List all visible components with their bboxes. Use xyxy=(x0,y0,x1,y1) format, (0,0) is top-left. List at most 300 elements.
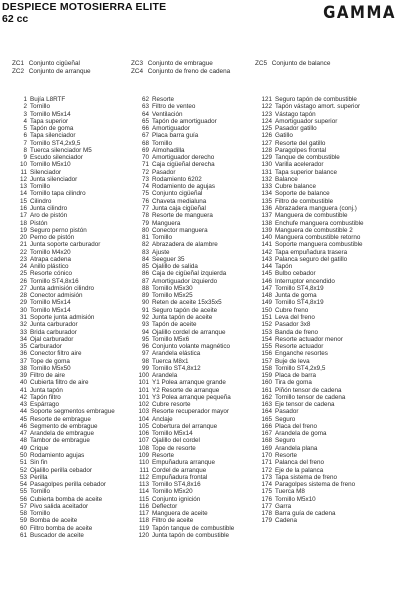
part-name: Piñón tensor de cadena xyxy=(275,386,342,394)
part-number: 163 xyxy=(261,401,272,409)
part-name: Pasador gatillo xyxy=(275,125,317,133)
part-name: Junta carburador xyxy=(30,321,78,329)
part-name: Tornillo M5x10 xyxy=(30,161,71,169)
part-row xyxy=(138,343,234,350)
document-header xyxy=(2,1,398,29)
part-row xyxy=(138,111,234,118)
part-row xyxy=(138,525,234,532)
part-row xyxy=(16,212,115,219)
part-number: 121 xyxy=(261,96,272,103)
part-row xyxy=(261,299,364,306)
part-name: Perno de pistón xyxy=(30,234,75,242)
part-name: Placa de barra xyxy=(275,372,316,380)
part-name: Cubre freno xyxy=(275,306,309,314)
part-number: 27 xyxy=(19,284,27,292)
part-name: Filtro de venteo xyxy=(152,103,196,111)
part-name: Tornillo tensor de cadena xyxy=(275,393,346,401)
part-number: 75 xyxy=(141,190,149,198)
part-row xyxy=(138,140,234,147)
part-name: Tanque de combustible xyxy=(275,154,340,162)
part-row xyxy=(16,488,115,495)
set-name: Conjunto de embrague xyxy=(147,60,213,67)
part-name: Paragolpes frontal xyxy=(275,146,327,154)
part-name: Rodamiento agujas xyxy=(30,452,85,460)
part-name: Tornillo xyxy=(30,510,50,518)
part-row xyxy=(138,205,234,212)
part-name: Empuñadura arranque xyxy=(152,459,216,467)
part-row xyxy=(138,103,234,110)
part-number: 137 xyxy=(261,212,272,220)
part-number: 85 xyxy=(141,263,149,271)
part-number: 22 xyxy=(19,248,27,256)
part-number: 126 xyxy=(261,132,272,140)
part-name: Arandela elástica xyxy=(152,350,201,358)
part-number: 23 xyxy=(19,255,27,263)
part-row xyxy=(261,430,364,437)
sets-column xyxy=(131,60,230,75)
part-name: Ojalillo perilla cebador xyxy=(30,466,92,474)
part-row xyxy=(261,416,364,423)
part-number: 105 xyxy=(138,422,149,430)
part-row xyxy=(261,205,364,212)
part-row xyxy=(261,307,364,314)
part-number: 82 xyxy=(141,241,149,249)
part-row xyxy=(261,241,364,248)
part-number: 136 xyxy=(261,204,272,212)
part-row xyxy=(138,488,234,495)
part-number: 148 xyxy=(261,292,272,300)
part-name: Caja de cigüeñal izquierda xyxy=(152,270,227,278)
part-name: Soporte junta admisión xyxy=(30,313,95,321)
part-row xyxy=(261,423,364,430)
part-name: Manguera combustible retorno xyxy=(275,234,361,242)
part-number: 168 xyxy=(261,437,272,445)
part-number: 12 xyxy=(19,175,27,183)
part-number: 116 xyxy=(138,502,149,510)
part-number: 91 xyxy=(141,306,149,314)
part-name: Tapa superior xyxy=(30,117,69,125)
part-row xyxy=(16,459,115,466)
part-number: 139 xyxy=(261,226,272,234)
part-name: Cobertura del arranque xyxy=(152,422,218,430)
part-row xyxy=(261,452,364,459)
part-name: Junta tapón xyxy=(30,386,63,394)
part-row xyxy=(261,467,364,474)
part-row xyxy=(16,111,115,118)
part-number: 29 xyxy=(19,299,27,307)
part-name: Tornillo M5x30 xyxy=(152,284,193,292)
part-number: 125 xyxy=(261,125,272,133)
part-name: Seguro xyxy=(275,437,296,445)
part-row xyxy=(16,532,115,539)
part-row xyxy=(16,350,115,357)
part-row xyxy=(16,416,115,423)
part-name: Conjunto ignición xyxy=(152,495,201,503)
part-number: 165 xyxy=(261,415,272,423)
part-number: 88 xyxy=(141,284,149,292)
part-row xyxy=(16,445,115,452)
part-number: 21 xyxy=(19,241,27,249)
part-number: 50 xyxy=(19,452,27,460)
part-name: Manguera xyxy=(152,219,181,227)
part-number: 42 xyxy=(19,393,27,401)
part-row xyxy=(261,220,364,227)
part-number: 70 xyxy=(141,154,149,162)
part-row xyxy=(138,125,234,132)
part-number: 43 xyxy=(19,401,27,409)
part-number: 115 xyxy=(138,495,149,503)
part-name: Manguera de aceite xyxy=(152,510,208,518)
part-row xyxy=(16,220,115,227)
part-number: 79 xyxy=(141,219,149,227)
part-number: 106 xyxy=(138,430,149,438)
part-number: 65 xyxy=(141,117,149,125)
part-row xyxy=(138,132,234,139)
part-row xyxy=(138,183,234,190)
part-number: 86 xyxy=(141,270,149,278)
part-name: Crique xyxy=(30,444,49,452)
part-name: Tapón vástago amort. superior xyxy=(275,103,361,111)
part-number: 34 xyxy=(19,335,27,343)
part-number: 24 xyxy=(19,263,27,271)
part-number: 68 xyxy=(141,139,149,147)
part-name: Filtro bomba de aceite xyxy=(30,524,93,532)
part-name: Filtro de aceite xyxy=(152,517,194,525)
part-row xyxy=(138,96,234,103)
part-row xyxy=(261,394,364,401)
part-name: Ojalillo del cordel xyxy=(152,437,200,445)
part-row xyxy=(16,496,115,503)
part-name: Almohadilla xyxy=(152,146,185,154)
part-row xyxy=(16,379,115,386)
document-title: DESPIECE MOTOSIERRA ELITE xyxy=(2,1,167,13)
part-row xyxy=(16,169,115,176)
part-row xyxy=(138,452,234,459)
part-name: Seeguer 35 xyxy=(152,255,185,263)
part-number: 166 xyxy=(261,422,272,430)
part-number: 39 xyxy=(19,372,27,380)
part-name: Tuerca M8 xyxy=(275,488,305,496)
part-number: 155 xyxy=(261,343,272,351)
part-row xyxy=(261,154,364,161)
part-row xyxy=(261,278,364,285)
part-name: Segmento de embrague xyxy=(30,422,98,430)
part-name: Bomba de aceite xyxy=(30,517,78,525)
part-row xyxy=(138,481,234,488)
part-name: Soporte manguera combustible xyxy=(275,241,363,249)
assembly-sets-list xyxy=(10,60,396,78)
part-row xyxy=(16,183,115,190)
part-row xyxy=(16,408,115,415)
part-number: 109 xyxy=(138,452,149,460)
part-row xyxy=(138,285,234,292)
part-row xyxy=(16,336,115,343)
part-row xyxy=(16,154,115,161)
part-row xyxy=(16,343,115,350)
part-row xyxy=(261,263,364,270)
part-number: 134 xyxy=(261,190,272,198)
part-name: Soporte segmentos embrague xyxy=(30,408,115,416)
part-number: 114 xyxy=(138,488,149,496)
part-number: 129 xyxy=(261,154,272,162)
part-name: Junta de goma xyxy=(275,292,317,300)
part-row xyxy=(138,350,234,357)
part-number: 178 xyxy=(261,510,272,518)
part-row xyxy=(138,307,234,314)
part-name: Tornillo M5x14 xyxy=(30,306,71,314)
part-row xyxy=(261,256,364,263)
part-name: Tornillo xyxy=(30,488,50,496)
part-name: Tornillo M5x25 xyxy=(152,292,193,300)
part-number: 30 xyxy=(19,306,27,314)
part-name: Resorte actuador menor xyxy=(275,335,343,343)
part-row xyxy=(138,467,234,474)
part-name: Tornillo ST4,8x12 xyxy=(152,364,201,372)
part-row xyxy=(138,394,234,401)
part-number: 169 xyxy=(261,444,272,452)
part-row xyxy=(261,314,364,321)
part-name: Amortiguador derecho xyxy=(152,154,215,162)
part-number: 69 xyxy=(141,146,149,154)
part-number: 3 xyxy=(23,110,27,118)
part-name: Tornillo ST4,2x9,5 xyxy=(30,139,81,147)
part-row xyxy=(261,198,364,205)
part-name: Tambor de embrague xyxy=(30,437,90,445)
part-number: 160 xyxy=(261,379,272,387)
part-row xyxy=(16,299,115,306)
part-row xyxy=(16,292,115,299)
part-name: Seguro tapón de aceite xyxy=(152,306,218,314)
part-name: Tornillo M5x20 xyxy=(152,488,193,496)
part-row xyxy=(16,525,115,532)
part-name: Manguera de combustible 2 xyxy=(275,226,353,234)
part-name: Enganche resortes xyxy=(275,350,328,358)
part-name: Resorte xyxy=(152,96,175,103)
part-number: 175 xyxy=(261,488,272,496)
part-number: 124 xyxy=(261,117,272,125)
part-row xyxy=(16,474,115,481)
part-name: Eje tensor de cadena xyxy=(275,401,335,409)
part-row xyxy=(261,387,364,394)
part-name: Junta admisión cilindro xyxy=(30,284,95,292)
part-name: Perilla xyxy=(30,473,48,481)
part-number: 41 xyxy=(19,386,27,394)
part-number: 107 xyxy=(138,437,149,445)
part-row xyxy=(138,227,234,234)
part-number: 45 xyxy=(19,415,27,423)
part-number: 171 xyxy=(261,459,272,467)
part-name: Cubierta filtro de aire xyxy=(30,379,89,387)
part-number: 55 xyxy=(19,488,27,496)
part-row xyxy=(261,496,364,503)
part-name: Ojalillo de salida xyxy=(152,263,198,271)
part-name: Chaveta medialuna xyxy=(152,197,207,205)
part-number: 87 xyxy=(141,277,149,285)
part-name: Conjunto volante magnético xyxy=(152,343,231,351)
part-name: Tornillo xyxy=(152,234,172,242)
part-number: 156 xyxy=(261,350,272,358)
part-row xyxy=(16,423,115,430)
part-name: Bulbo cebador xyxy=(275,270,316,278)
part-name: Tornillo ST4,8x19 xyxy=(275,299,324,307)
part-row xyxy=(138,336,234,343)
part-number: 37 xyxy=(19,357,27,365)
part-number: 118 xyxy=(138,517,149,525)
part-row xyxy=(16,307,115,314)
part-name: Garra xyxy=(275,502,292,510)
part-name: Buje de leva xyxy=(275,357,310,365)
sets-column xyxy=(255,60,330,68)
part-number: 89 xyxy=(141,292,149,300)
part-row xyxy=(138,220,234,227)
part-row xyxy=(16,329,115,336)
part-row xyxy=(138,314,234,321)
part-name: Deflector xyxy=(152,502,178,510)
part-number: 130 xyxy=(261,161,272,169)
part-row xyxy=(16,372,115,379)
part-row xyxy=(261,445,364,452)
part-number: 144 xyxy=(261,263,272,271)
part-number: 78 xyxy=(141,212,149,220)
part-row xyxy=(16,365,115,372)
part-name: Atrapa cadena xyxy=(30,255,71,263)
part-row xyxy=(138,408,234,415)
part-row xyxy=(261,103,364,110)
part-row xyxy=(16,517,115,524)
part-number: 48 xyxy=(19,437,27,445)
part-row xyxy=(138,423,234,430)
part-name: Filtro de aire xyxy=(30,372,65,380)
part-name: Tornillo tapa cilindro xyxy=(30,190,86,198)
part-number: 2 xyxy=(23,103,27,111)
part-name: Conector filtro aire xyxy=(30,350,82,358)
part-name: Placa del freno xyxy=(275,422,318,430)
part-name: Y2 Resorte de arranque xyxy=(152,386,220,394)
part-number: 7 xyxy=(23,139,27,147)
part-name: Balance xyxy=(275,175,298,183)
part-name: Resorte de manguera xyxy=(152,212,213,220)
part-row xyxy=(261,350,364,357)
parts-list xyxy=(0,96,400,592)
part-number: 111 xyxy=(139,466,149,474)
part-row xyxy=(16,96,115,103)
part-number: 61 xyxy=(19,531,27,539)
part-row xyxy=(138,263,234,270)
part-name: Paragolpes sistema de freno xyxy=(275,481,356,489)
part-number: 164 xyxy=(261,408,272,416)
part-row xyxy=(138,379,234,386)
part-number: 59 xyxy=(19,517,27,525)
part-row xyxy=(261,401,364,408)
part-name: Tornillo ST4,8x16 xyxy=(30,277,79,285)
part-name: Tira de goma xyxy=(275,379,312,387)
part-name: Cordel de arranque xyxy=(152,466,207,474)
part-name: Cilindro xyxy=(30,197,52,205)
part-number: 26 xyxy=(19,277,27,285)
part-name: Espárrago xyxy=(30,401,60,409)
set-item xyxy=(131,60,230,68)
part-number: 101 xyxy=(138,393,149,401)
part-name: Vástago tapón xyxy=(275,110,316,118)
part-number: 20 xyxy=(19,234,27,242)
part-number: 10 xyxy=(19,161,27,169)
part-number: 11 xyxy=(20,168,27,176)
part-number: 133 xyxy=(261,183,272,191)
part-number: 6 xyxy=(23,132,27,140)
part-row xyxy=(261,358,364,365)
part-number: 127 xyxy=(261,139,272,147)
part-name: Resorte cónico xyxy=(30,270,72,278)
part-number: 132 xyxy=(261,175,272,183)
part-number: 60 xyxy=(19,524,27,532)
part-name: Tornillo ST4,2x9,5 xyxy=(275,364,326,372)
set-item xyxy=(12,60,91,68)
part-name: Resorte actuador xyxy=(275,343,324,351)
part-name: Conector manguera xyxy=(152,226,208,234)
part-number: 157 xyxy=(261,357,272,365)
part-number: 90 xyxy=(141,299,149,307)
part-name: Cubierta bomba de aceite xyxy=(30,495,103,503)
part-row xyxy=(16,314,115,321)
part-number: 101 xyxy=(138,379,149,387)
part-row xyxy=(261,437,364,444)
part-row xyxy=(16,234,115,241)
set-item xyxy=(131,68,230,76)
part-number: 66 xyxy=(141,125,149,133)
part-row xyxy=(261,517,364,524)
part-number: 77 xyxy=(141,204,149,212)
part-row xyxy=(16,394,115,401)
part-row xyxy=(138,416,234,423)
part-row xyxy=(261,190,364,197)
part-name: Tornillo M5x10 xyxy=(275,495,316,503)
part-number: 80 xyxy=(141,226,149,234)
part-number: 119 xyxy=(138,524,149,532)
part-number: 123 xyxy=(261,110,272,118)
part-number: 110 xyxy=(138,459,149,467)
part-name: Carburador xyxy=(30,343,62,351)
part-row xyxy=(138,365,234,372)
part-name: Amortiguador superior xyxy=(275,117,338,125)
part-number: 177 xyxy=(261,502,272,510)
part-number: 53 xyxy=(19,473,27,481)
part-name: Resorte de embrague xyxy=(30,415,91,423)
set-name: Conjunto de arranque xyxy=(28,67,91,75)
part-row xyxy=(261,408,364,415)
part-name: Barra guía de cadena xyxy=(275,510,336,518)
part-number: 32 xyxy=(19,321,27,329)
part-number: 15 xyxy=(19,197,27,205)
part-number: 94 xyxy=(141,328,149,336)
part-row xyxy=(16,227,115,234)
part-name: Tope de resorte xyxy=(152,444,196,452)
part-name: Manguera de combustible xyxy=(275,212,348,220)
part-row xyxy=(16,118,115,125)
part-name: Junta tapón de combustible xyxy=(152,531,230,539)
part-name: Resorte xyxy=(275,452,298,460)
part-name: Cubre resorte xyxy=(152,401,191,409)
part-row xyxy=(16,270,115,277)
part-number: 5 xyxy=(23,125,27,133)
part-row xyxy=(16,140,115,147)
part-name: Abrazadera manguera (conj.) xyxy=(275,204,357,212)
part-row xyxy=(138,532,234,539)
part-row xyxy=(138,212,234,219)
part-name: Anclaje xyxy=(152,415,173,423)
part-row xyxy=(261,96,364,103)
part-number: 98 xyxy=(141,357,149,365)
part-number: 54 xyxy=(19,481,27,489)
